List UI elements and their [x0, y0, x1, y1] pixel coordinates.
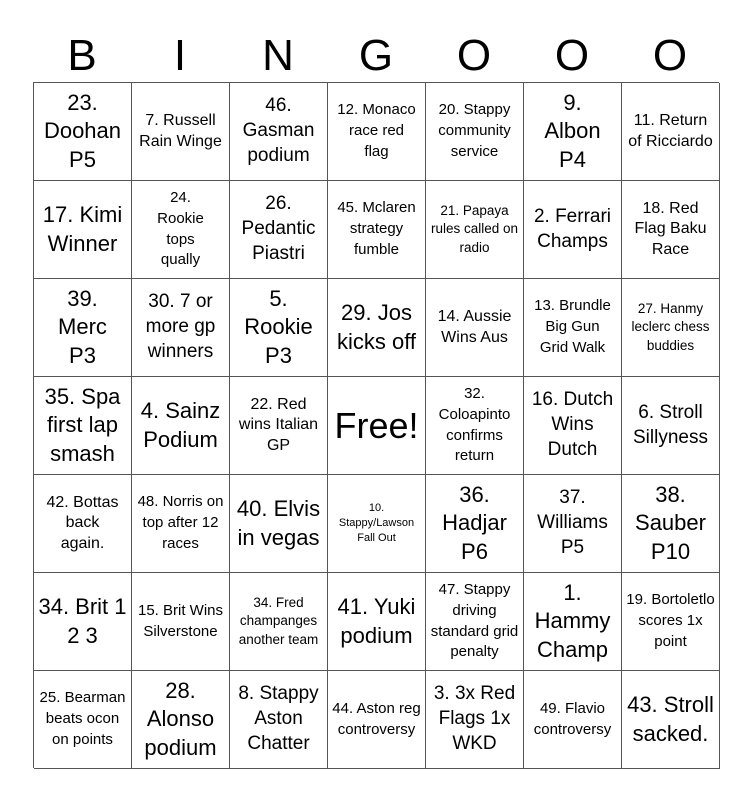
bingo-cell[interactable]	[328, 83, 426, 181]
header-letter-o1: O	[456, 31, 492, 80]
bingo-cell[interactable]	[230, 573, 328, 671]
bingo-cell[interactable]	[426, 377, 524, 475]
cell-text: 26. Pedantic Piastri	[241, 193, 316, 264]
cell-text: 9. Albon P4	[544, 90, 601, 172]
cell-text: 34. Fred champanges another team	[238, 595, 319, 647]
cell-text: 10. Stappy/Lawson Fall Out	[338, 502, 415, 544]
bingo-cell[interactable]	[230, 181, 328, 279]
cell-text: 14. Aussie Wins Aus	[437, 308, 512, 346]
bingo-cell[interactable]	[426, 573, 524, 671]
bingo-cell[interactable]	[34, 377, 132, 475]
bingo-cell[interactable]	[132, 279, 230, 377]
cell-text: 15. Brit Wins Silverstone	[137, 601, 224, 640]
bingo-cell[interactable]	[524, 671, 622, 769]
cell-text: 3. 3x Red Flags 1x WKD	[433, 683, 516, 754]
bingo-cell[interactable]	[524, 475, 622, 573]
bingo-cell[interactable]	[622, 377, 720, 475]
header-letter-o3: O	[652, 31, 688, 80]
bingo-cell[interactable]	[622, 181, 720, 279]
cell-text: 25. Bearman beats ocon on points	[39, 689, 126, 748]
cell-text: 8. Stappy Aston Chatter	[238, 683, 319, 754]
bingo-cell[interactable]	[622, 279, 720, 377]
bingo-cell[interactable]	[622, 475, 720, 573]
cell-text: 38. Sauber P10	[635, 482, 706, 564]
cell-text: 18. Red Flag Baku Race	[634, 199, 707, 258]
bingo-cell[interactable]	[132, 671, 230, 769]
bingo-cell[interactable]	[230, 279, 328, 377]
bingo-cell[interactable]	[34, 279, 132, 377]
cell-text: 44. Aston reg controversy	[332, 699, 421, 738]
cell-text: 32. Coloapinto confirms return	[438, 385, 511, 465]
cell-text: 45. Mclaren strategy fumble	[337, 199, 416, 258]
cell-text: 28. Alonso podium	[144, 678, 217, 760]
cell-text: 5. Rookie P3	[244, 286, 313, 368]
cell-text: 19. Bortoletlo scores 1x point	[626, 591, 715, 650]
bingo-cell[interactable]	[34, 475, 132, 573]
cell-text: 23. Doohan P5	[43, 90, 122, 172]
bingo-cell[interactable]	[132, 475, 230, 573]
cell-text: 17. Kimi Winner	[42, 202, 123, 256]
cell-text: 7. Russell Rain Winge	[139, 112, 222, 150]
cell-text: 49. Flavio controversy	[533, 699, 612, 738]
cell-text: 41. Yuki podium	[337, 594, 416, 648]
cell-text: 22. Red wins Italian GP	[238, 395, 319, 454]
bingo-cell[interactable]	[230, 377, 328, 475]
bingo-cell[interactable]	[34, 573, 132, 671]
bingo-cell[interactable]	[132, 573, 230, 671]
bingo-header	[33, 30, 719, 82]
cell-text: 21. Papaya rules called on radio	[430, 203, 519, 255]
bingo-cell[interactable]	[426, 279, 524, 377]
bingo-cell[interactable]	[524, 377, 622, 475]
cell-text: 4. Sainz Podium	[140, 398, 221, 452]
cell-text: 29. Jos kicks off	[336, 300, 417, 354]
header-letter-g: G	[358, 31, 394, 80]
cell-text: 13. Brundle Big Gun Grid Walk	[534, 297, 611, 356]
bingo-cell[interactable]	[328, 573, 426, 671]
bingo-cell[interactable]	[328, 181, 426, 279]
cell-text: 1. Hammy Champ	[534, 580, 611, 662]
cell-text: 27. Hanmy leclerc chess buddies	[631, 301, 710, 353]
bingo-cell[interactable]	[34, 671, 132, 769]
bingo-cell[interactable]	[426, 475, 524, 573]
bingo-cell[interactable]	[132, 181, 230, 279]
bingo-cell[interactable]	[524, 573, 622, 671]
cell-text: 48. Norris on top after 12 races	[137, 493, 224, 552]
cell-text: 37. Williams P5	[537, 487, 608, 558]
cell-text: 34. Brit 1 2 3	[38, 594, 127, 648]
bingo-cell[interactable]	[622, 671, 720, 769]
cell-text: 30. 7 or more gp winners	[145, 291, 216, 362]
bingo-cell[interactable]	[230, 671, 328, 769]
cell-text: 42. Bottas back again.	[46, 493, 119, 552]
bingo-cell[interactable]	[328, 279, 426, 377]
cell-text: 46. Gasman podium	[242, 95, 315, 166]
cell-text: 24. Rookie tops qually	[157, 189, 204, 269]
bingo-cell[interactable]	[132, 83, 230, 181]
cell-text: 47. Stappy driving standard grid penalty	[430, 581, 519, 661]
cell-text: 12. Monaco race red flag	[337, 101, 416, 160]
bingo-cell[interactable]	[622, 83, 720, 181]
bingo-grid	[33, 82, 719, 768]
bingo-cell[interactable]	[524, 279, 622, 377]
header-letter-o2: O	[554, 31, 590, 80]
bingo-cell[interactable]	[328, 671, 426, 769]
bingo-cell[interactable]	[426, 83, 524, 181]
bingo-cell[interactable]	[34, 181, 132, 279]
cell-text: 6. Stroll Sillyness	[633, 401, 708, 448]
cell-text: 20. Stappy community service	[438, 101, 511, 160]
cell-text: 11. Return of Ricciardo	[628, 112, 713, 150]
cell-text: 16. Dutch Wins Dutch	[531, 389, 614, 460]
bingo-cell[interactable]	[622, 573, 720, 671]
bingo-cell[interactable]	[132, 377, 230, 475]
cell-text: 39. Merc P3	[58, 286, 107, 368]
cell-text: 2. Ferrari Champs	[533, 205, 612, 252]
header-letter-n: N	[262, 31, 294, 80]
bingo-cell[interactable]	[230, 83, 328, 181]
bingo-cell[interactable]	[426, 671, 524, 769]
bingo-cell[interactable]	[524, 181, 622, 279]
cell-text: Free!	[334, 404, 419, 446]
bingo-cell[interactable]	[524, 83, 622, 181]
free-space[interactable]	[328, 377, 426, 475]
header-letter-b: B	[67, 31, 97, 80]
bingo-cell[interactable]	[230, 475, 328, 573]
bingo-cell[interactable]	[426, 181, 524, 279]
bingo-cell[interactable]	[34, 83, 132, 181]
cell-text: 36. Hadjar P6	[442, 482, 507, 564]
header-letter-i: I	[173, 31, 187, 80]
cell-text: 43. Stroll sacked.	[627, 692, 714, 746]
cell-text: 40. Elvis in vegas	[236, 496, 321, 550]
bingo-cell[interactable]	[328, 475, 426, 573]
cell-text: 35. Spa first lap smash	[44, 384, 121, 466]
